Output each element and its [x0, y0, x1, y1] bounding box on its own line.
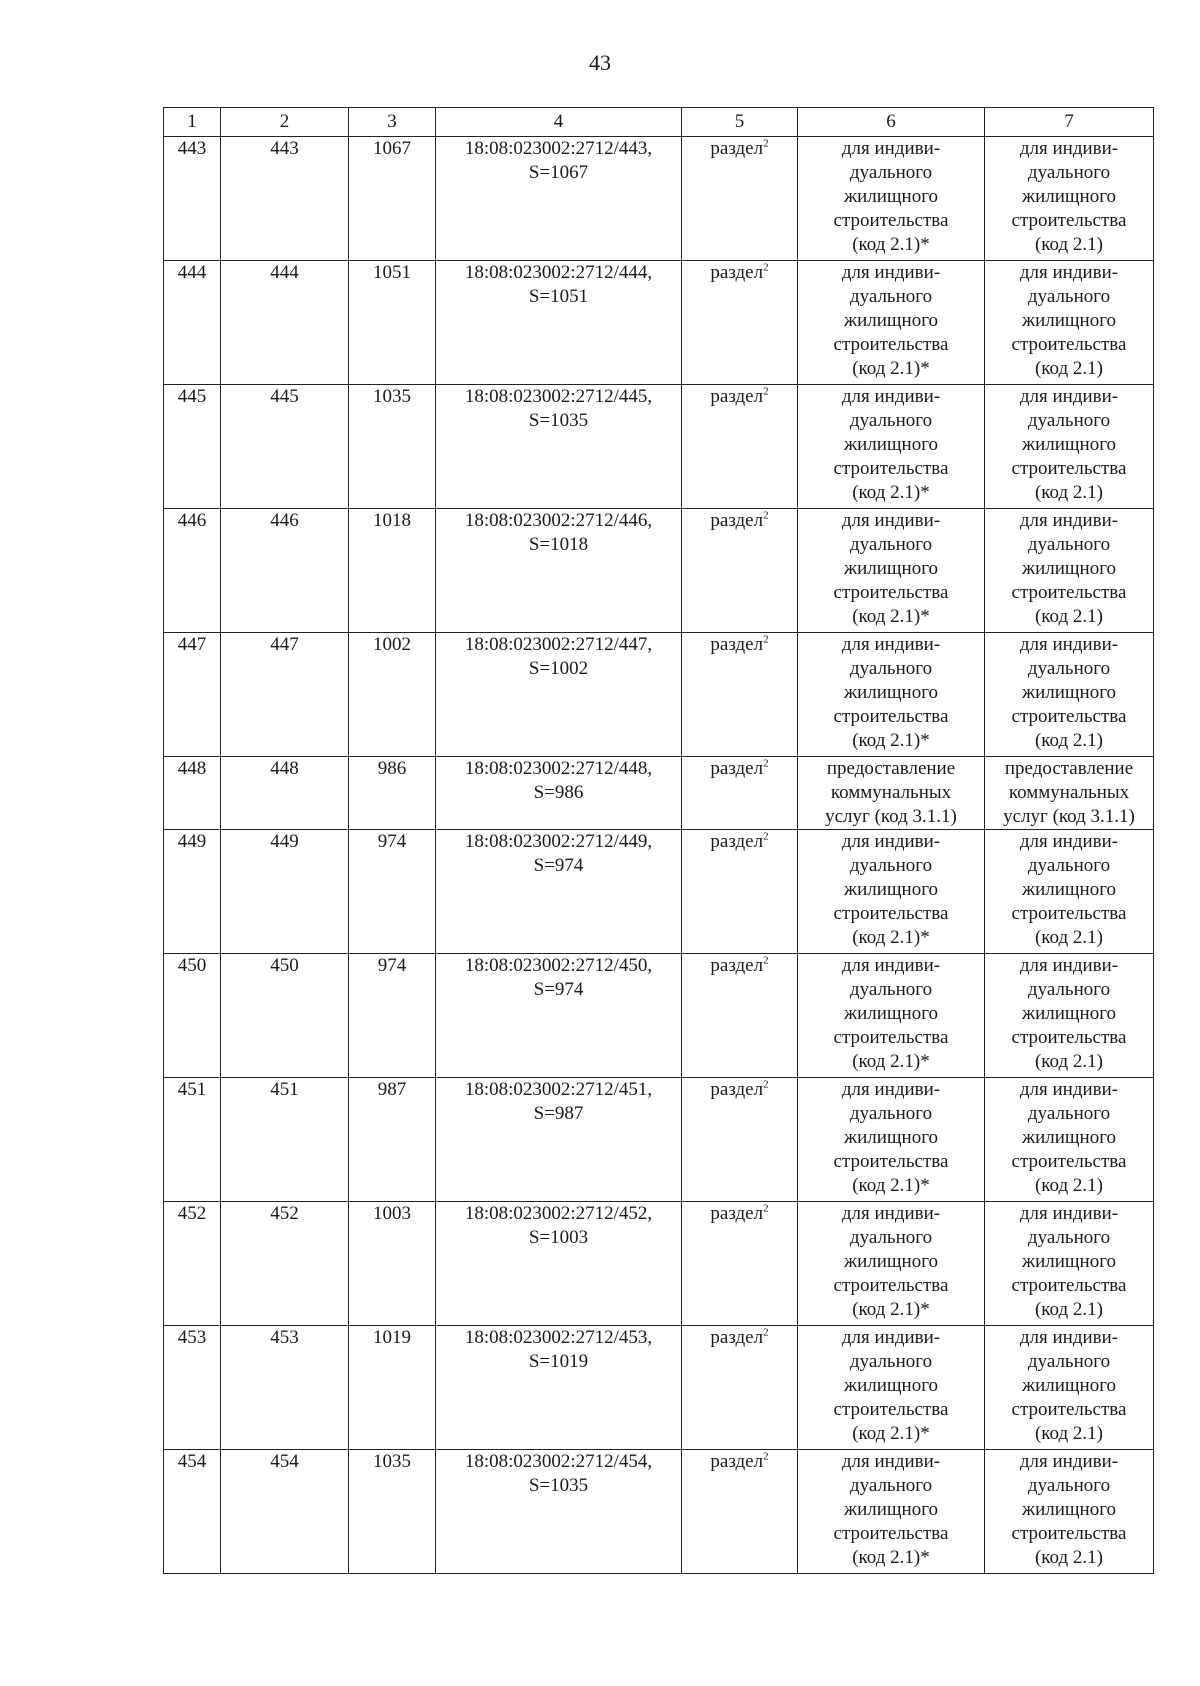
- method-footnote-mark: 2: [763, 1326, 769, 1339]
- cell-lot-number: 450: [221, 954, 349, 1078]
- cell-permitted-use-new: для индиви- дуального жилищного строительства (код 2.1): [985, 954, 1154, 1078]
- cell-lot-number: 452: [221, 1202, 349, 1326]
- cell-lot-number: 446: [221, 509, 349, 633]
- cell-method: [682, 830, 798, 954]
- cell-permitted-use-new: для индиви- дуального жилищного строительства (код 2.1): [985, 1202, 1154, 1326]
- cell-permitted-use-new: для индиви- дуального жилищного строительства (код 2.1): [985, 1078, 1154, 1202]
- cell-permitted-use-new: для индиви- дуального жилищного строительства (код 2.1): [985, 137, 1154, 261]
- method-label: раздел: [710, 386, 764, 407]
- cell-permitted-use-current: для индиви- дуального жилищного строительства (код 2.1)*: [798, 954, 985, 1078]
- cell-lot-number: 454: [221, 1450, 349, 1574]
- table-row: [164, 757, 1154, 830]
- cell-number: 447: [164, 633, 221, 757]
- cell-area: 974: [349, 954, 436, 1078]
- method-footnote-mark: 2: [763, 830, 769, 843]
- cell-permitted-use-current: для индиви- дуального жилищного строительства (код 2.1)*: [798, 509, 985, 633]
- cell-lot-number: 447: [221, 633, 349, 757]
- table-row: [164, 137, 1154, 261]
- column-header-6: 6: [798, 108, 985, 137]
- table-row: [164, 509, 1154, 633]
- column-header-5: 5: [682, 108, 798, 137]
- method-label: раздел: [710, 1327, 764, 1348]
- cell-permitted-use-current: для индиви- дуального жилищного строительства (код 2.1)*: [798, 1078, 985, 1202]
- cell-permitted-use-new: для индиви- дуального жилищного строительства (код 2.1): [985, 509, 1154, 633]
- cell-number: 454: [164, 1450, 221, 1574]
- cell-area: 1002: [349, 633, 436, 757]
- cell-number: 450: [164, 954, 221, 1078]
- cell-cadastral-number: 18:08:023002:2712/449, S=974: [436, 830, 682, 954]
- cell-permitted-use-current: для индиви- дуального жилищного строительства (код 2.1)*: [798, 261, 985, 385]
- cell-permitted-use-new: для индиви- дуального жилищного строительства (код 2.1): [985, 633, 1154, 757]
- table-row: [164, 1078, 1154, 1202]
- cell-method: [682, 1202, 798, 1326]
- method-footnote-mark: 2: [763, 385, 769, 398]
- cell-cadastral-number: 18:08:023002:2712/451, S=987: [436, 1078, 682, 1202]
- cell-permitted-use-new: для индиви- дуального жилищного строительства (код 2.1): [985, 261, 1154, 385]
- cell-method: [682, 954, 798, 1078]
- cell-area: 974: [349, 830, 436, 954]
- cell-area: 1035: [349, 385, 436, 509]
- cell-permitted-use-current: для индиви- дуального жилищного строительства (код 2.1)*: [798, 1202, 985, 1326]
- cell-cadastral-number: 18:08:023002:2712/450, S=974: [436, 954, 682, 1078]
- cell-lot-number: 443: [221, 137, 349, 261]
- method-footnote-mark: 2: [763, 137, 769, 150]
- column-header-3: 3: [349, 108, 436, 137]
- cell-method: [682, 633, 798, 757]
- page-number: 43: [589, 50, 611, 75]
- column-header-4: 4: [436, 108, 682, 137]
- cell-lot-number: 453: [221, 1326, 349, 1450]
- cell-method: [682, 509, 798, 633]
- table-row: [164, 261, 1154, 385]
- method-footnote-mark: 2: [763, 1202, 769, 1215]
- table-header-row: [164, 108, 1154, 137]
- cell-permitted-use-current: для индиви- дуального жилищного строительства (код 2.1)*: [798, 1450, 985, 1574]
- table-row: [164, 954, 1154, 1078]
- method-footnote-mark: 2: [763, 633, 769, 646]
- method-footnote-mark: 2: [763, 1078, 769, 1091]
- cell-area: 1051: [349, 261, 436, 385]
- cell-method: [682, 1450, 798, 1574]
- cell-method: [682, 261, 798, 385]
- column-header-2: 2: [221, 108, 349, 137]
- parcel-table: [163, 107, 1154, 1574]
- cell-permitted-use-new: для индиви- дуального жилищного строительства (код 2.1): [985, 1450, 1154, 1574]
- method-label: раздел: [710, 955, 764, 976]
- method-label: раздел: [710, 510, 764, 531]
- cell-area: 1035: [349, 1450, 436, 1574]
- cell-permitted-use-new: для индиви- дуального жилищного строительства (код 2.1): [985, 385, 1154, 509]
- method-label: раздел: [710, 138, 764, 159]
- cell-cadastral-number: 18:08:023002:2712/448, S=986: [436, 757, 682, 830]
- table-row: [164, 385, 1154, 509]
- cell-lot-number: 448: [221, 757, 349, 830]
- cell-number: 451: [164, 1078, 221, 1202]
- cell-area: 987: [349, 1078, 436, 1202]
- cell-cadastral-number: 18:08:023002:2712/446, S=1018: [436, 509, 682, 633]
- cell-permitted-use-current: для индиви- дуального жилищного строительства (код 2.1)*: [798, 633, 985, 757]
- cell-permitted-use-new: для индиви- дуального жилищного строительства (код 2.1): [985, 1326, 1154, 1450]
- cell-area: 1019: [349, 1326, 436, 1450]
- cell-area: 1003: [349, 1202, 436, 1326]
- cell-number: 452: [164, 1202, 221, 1326]
- cell-method: [682, 757, 798, 830]
- column-header-1: 1: [164, 108, 221, 137]
- cell-cadastral-number: 18:08:023002:2712/445, S=1035: [436, 385, 682, 509]
- method-footnote-mark: 2: [763, 1450, 769, 1463]
- cell-cadastral-number: 18:08:023002:2712/454, S=1035: [436, 1450, 682, 1574]
- method-footnote-mark: 2: [763, 509, 769, 522]
- method-footnote-mark: 2: [763, 261, 769, 274]
- cell-permitted-use-current: для индиви- дуального жилищного строительства (код 2.1)*: [798, 830, 985, 954]
- cell-permitted-use-current: для индиви- дуального жилищного строительства (код 2.1)*: [798, 137, 985, 261]
- cell-cadastral-number: 18:08:023002:2712/452, S=1003: [436, 1202, 682, 1326]
- cell-number: 444: [164, 261, 221, 385]
- method-label: раздел: [710, 1203, 764, 1224]
- method-label: раздел: [710, 831, 764, 852]
- method-label: раздел: [710, 1451, 764, 1472]
- cell-area: 986: [349, 757, 436, 830]
- table-row: [164, 1326, 1154, 1450]
- cell-method: [682, 385, 798, 509]
- cell-cadastral-number: 18:08:023002:2712/447, S=1002: [436, 633, 682, 757]
- cell-lot-number: 445: [221, 385, 349, 509]
- method-label: раздел: [710, 634, 764, 655]
- cell-method: [682, 1078, 798, 1202]
- cell-permitted-use-current: для индиви- дуального жилищного строительства (код 2.1)*: [798, 1326, 985, 1450]
- cell-number: 453: [164, 1326, 221, 1450]
- table-row: [164, 633, 1154, 757]
- method-footnote-mark: 2: [763, 757, 769, 770]
- cell-method: [682, 137, 798, 261]
- table-row: [164, 1450, 1154, 1574]
- cell-cadastral-number: 18:08:023002:2712/453, S=1019: [436, 1326, 682, 1450]
- cell-number: 443: [164, 137, 221, 261]
- cell-method: [682, 1326, 798, 1450]
- table-row: [164, 830, 1154, 954]
- cell-lot-number: 449: [221, 830, 349, 954]
- method-footnote-mark: 2: [763, 954, 769, 967]
- cell-permitted-use-current: для индиви- дуального жилищного строительства (код 2.1)*: [798, 385, 985, 509]
- cell-number: 449: [164, 830, 221, 954]
- cell-permitted-use-new: предоставление коммунальных услуг (код 3.1.1): [985, 757, 1154, 830]
- cell-cadastral-number: 18:08:023002:2712/444, S=1051: [436, 261, 682, 385]
- cell-number: 448: [164, 757, 221, 830]
- method-label: раздел: [710, 1079, 764, 1100]
- method-label: раздел: [710, 262, 764, 283]
- cell-area: 1018: [349, 509, 436, 633]
- cell-number: 445: [164, 385, 221, 509]
- cell-area: 1067: [349, 137, 436, 261]
- cell-number: 446: [164, 509, 221, 633]
- cell-lot-number: 444: [221, 261, 349, 385]
- table-body: [164, 137, 1154, 1574]
- cell-permitted-use-new: для индиви- дуального жилищного строительства (код 2.1): [985, 830, 1154, 954]
- cell-permitted-use-current: предоставление коммунальных услуг (код 3.1.1): [798, 757, 985, 830]
- cell-cadastral-number: 18:08:023002:2712/443, S=1067: [436, 137, 682, 261]
- column-header-7: 7: [985, 108, 1154, 137]
- method-label: раздел: [710, 758, 764, 779]
- table-row: [164, 1202, 1154, 1326]
- cell-lot-number: 451: [221, 1078, 349, 1202]
